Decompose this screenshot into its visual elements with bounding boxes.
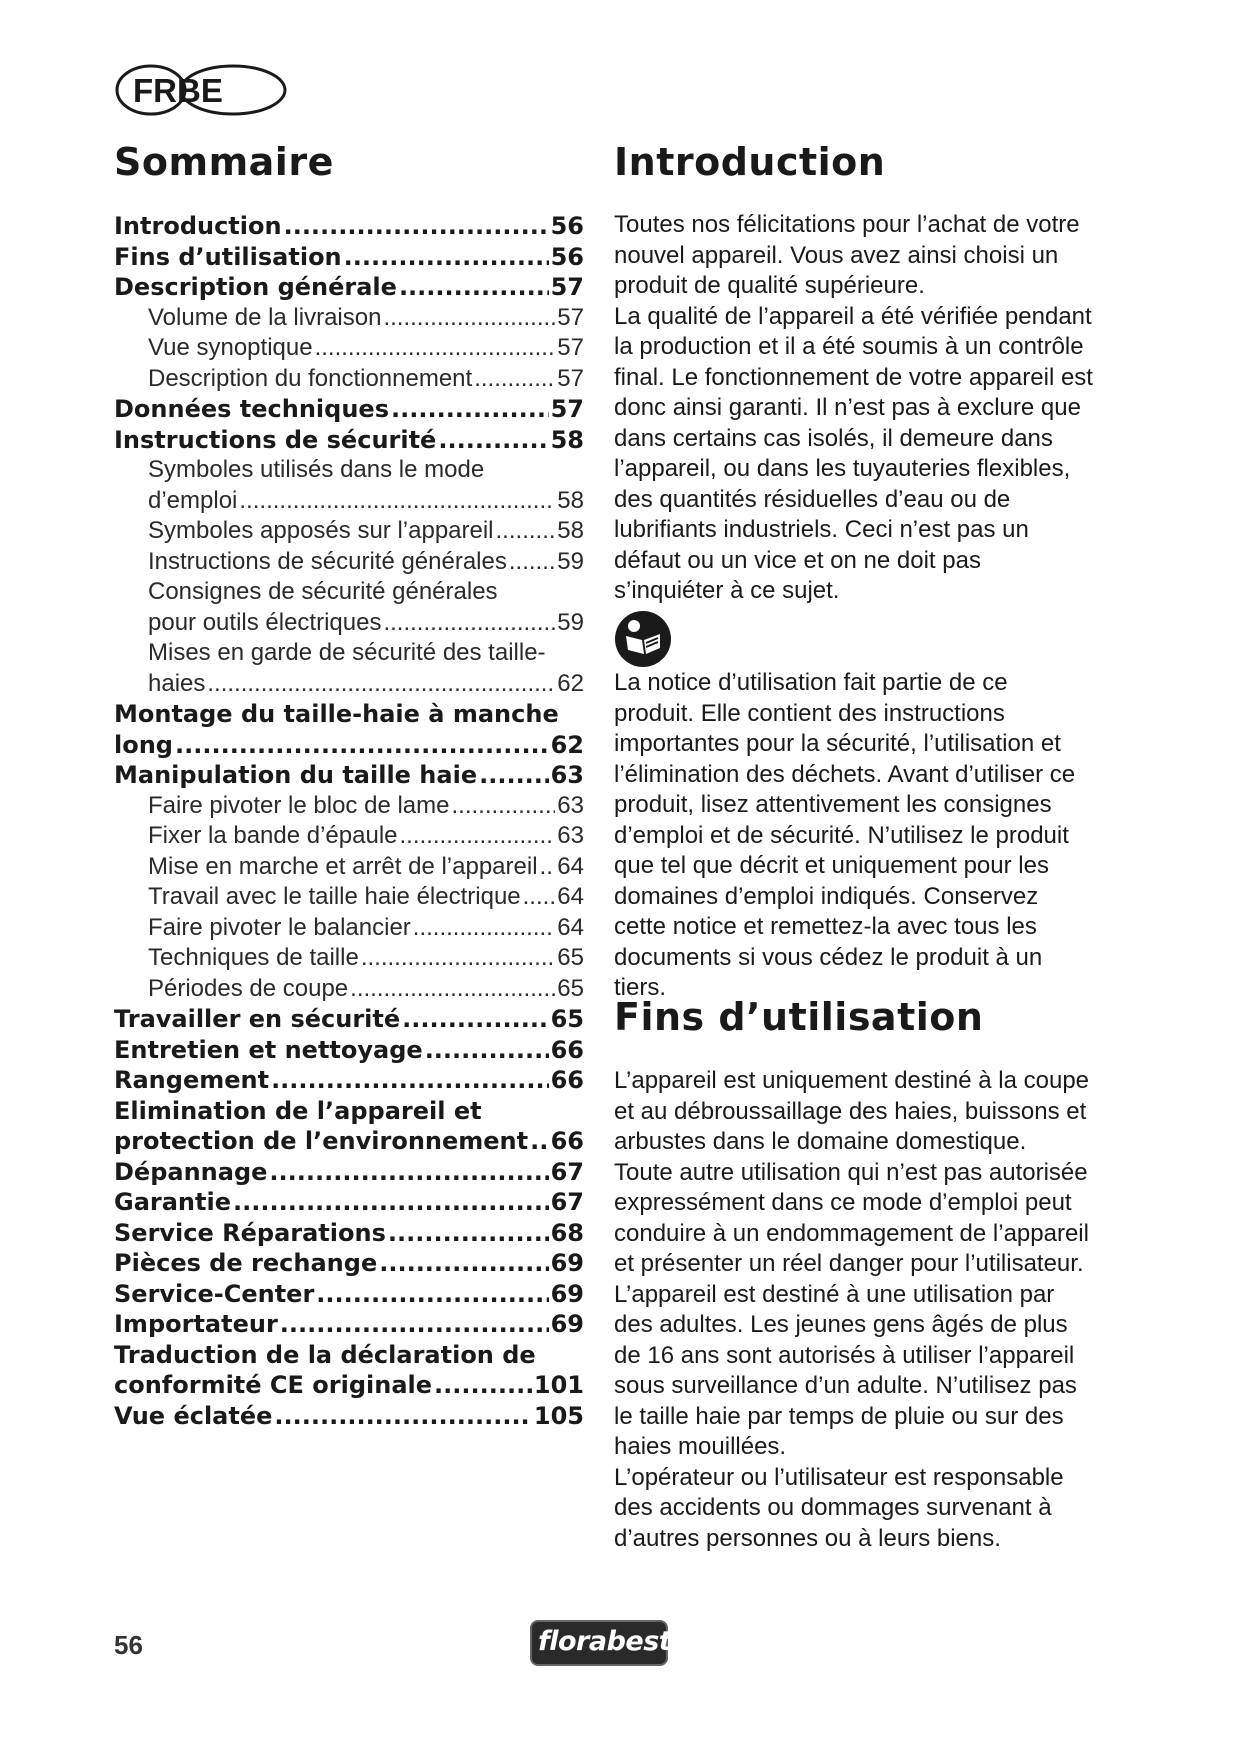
toc-entry bbox=[114, 1036, 584, 1067]
toc-entry-label: Entretien et nettoyage bbox=[114, 1035, 423, 1064]
toc-leader-dots bbox=[438, 426, 548, 454]
toc-entry bbox=[114, 1188, 584, 1219]
toc-entry bbox=[114, 304, 584, 335]
fins-paragraph: L’appareil est uniquement destiné à la coupe et au débroussaillage des haies, buissons et arbustes dans le domaine domestique. bbox=[614, 1067, 1090, 1155]
toc-entry bbox=[114, 853, 584, 884]
toc-entry-page: 66 bbox=[550, 1066, 584, 1094]
toc-leader-dots bbox=[425, 1036, 549, 1064]
toc-entry bbox=[114, 273, 584, 304]
toc-entry-page: 63 bbox=[557, 822, 584, 849]
toc-entry-label: Volume de la livraison bbox=[148, 303, 382, 331]
toc-entry bbox=[114, 670, 584, 701]
toc-entry bbox=[114, 1066, 584, 1097]
toc-leader-dots bbox=[399, 273, 549, 301]
toc-entry bbox=[114, 456, 584, 487]
toc-entry bbox=[114, 700, 584, 731]
toc-entry-page: 69 bbox=[550, 1279, 584, 1308]
toc-entry-page: 57 bbox=[550, 273, 584, 301]
toc-entry bbox=[114, 517, 584, 548]
toc-entry bbox=[114, 761, 584, 792]
toc-entry bbox=[114, 1005, 584, 1036]
toc-leader-dots bbox=[271, 1066, 549, 1094]
toc-entry-page: 69 bbox=[550, 1249, 584, 1277]
toc-entry bbox=[114, 731, 584, 762]
toc-entry-page: 64 bbox=[557, 852, 584, 880]
logo-text: florabest bbox=[538, 1626, 672, 1657]
toc-entry-label: Vue synoptique bbox=[148, 334, 313, 361]
toc-entry bbox=[114, 1158, 584, 1189]
toc-entry-page: 56 bbox=[550, 212, 584, 240]
toc-entry-label: Consignes de sécurité générales bbox=[148, 578, 498, 605]
toc-entry bbox=[114, 944, 584, 975]
toc-entry-page: 58 bbox=[557, 517, 584, 544]
toc-entry-label: Travail avec le taille haie électrique bbox=[148, 883, 521, 910]
toc-entry-label: Données techniques bbox=[114, 395, 389, 423]
toc-entry bbox=[114, 639, 584, 670]
toc-leader-dots bbox=[474, 365, 555, 393]
toc-entry-label: Périodes de coupe bbox=[148, 974, 349, 1002]
toc-entry-label: Manipulation du taille haie bbox=[114, 761, 478, 789]
toc-entry-page: 101 bbox=[533, 1371, 584, 1399]
toc-leader-dots bbox=[523, 883, 556, 911]
toc-entry-label: long bbox=[114, 730, 173, 759]
toc-entry-page: 67 bbox=[550, 1188, 584, 1216]
toc-entry-label: Symboles utilisés dans le mode bbox=[148, 456, 485, 483]
toc-leader-dots bbox=[284, 212, 549, 240]
toc-entry-page: 58 bbox=[557, 486, 584, 514]
toc-entry bbox=[114, 1127, 584, 1158]
toc-leader-dots bbox=[451, 792, 555, 820]
toc-entry-label: Mises en garde de sécurité des taille- bbox=[148, 639, 546, 666]
toc-entry-page: 62 bbox=[557, 669, 584, 697]
toc-entry-label: Travailler en sécurité bbox=[114, 1005, 401, 1033]
toc-leader-dots bbox=[379, 1249, 548, 1277]
toc-leader-dots bbox=[434, 1371, 532, 1399]
toc-entry bbox=[114, 1249, 584, 1280]
language-code: FRBE bbox=[133, 72, 223, 109]
toc-entry-page: 65 bbox=[557, 944, 584, 971]
intended-use-body bbox=[614, 1066, 1094, 1554]
toc-entry-page: 63 bbox=[550, 761, 584, 789]
language-badge bbox=[113, 62, 289, 118]
toc-entry-label: Importateur bbox=[114, 1310, 278, 1338]
brand-logo bbox=[530, 1612, 672, 1666]
toc-leader-dots bbox=[269, 1158, 548, 1186]
toc-entry-page: 69 bbox=[550, 1310, 584, 1338]
toc-entry-label: Description générale bbox=[114, 273, 397, 301]
toc-leader-dots bbox=[391, 395, 549, 423]
introduction-body bbox=[614, 210, 1094, 607]
toc-leader-dots bbox=[239, 487, 555, 515]
table-of-contents bbox=[114, 212, 584, 1432]
toc-leader-dots bbox=[540, 853, 556, 881]
toc-entry-label: Introduction bbox=[114, 212, 282, 240]
toc-entry-page: 59 bbox=[557, 608, 584, 636]
read-manual-icon bbox=[614, 610, 672, 668]
toc-entry-label: Faire pivoter le balancier bbox=[148, 913, 411, 941]
toc-entry-label: Faire pivoter le bloc de lame bbox=[148, 791, 450, 819]
toc-leader-dots bbox=[315, 334, 556, 362]
toc-entry-label: Elimination de l’appareil et bbox=[114, 1096, 482, 1125]
toc-leader-dots bbox=[388, 1219, 549, 1247]
toc-entry bbox=[114, 548, 584, 579]
toc-entry-label: d’emploi bbox=[148, 486, 238, 514]
toc-entry bbox=[114, 1341, 584, 1372]
toc-entry-page: 57 bbox=[557, 364, 584, 392]
toc-entry-page: 105 bbox=[533, 1401, 584, 1430]
toc-entry-label: haies bbox=[148, 669, 206, 697]
toc-entry bbox=[114, 1310, 584, 1341]
toc-entry bbox=[114, 395, 584, 426]
toc-entry-label: conformité CE originale bbox=[114, 1371, 433, 1399]
toc-entry-page: 63 bbox=[557, 791, 584, 819]
toc-entry-label: Instructions de sécurité générales bbox=[148, 547, 507, 575]
toc-entry-label: Service-Center bbox=[114, 1279, 315, 1308]
introduction-heading: Introduction bbox=[614, 140, 886, 184]
toc-entry-page: 66 bbox=[550, 1035, 584, 1064]
toc-leader-dots bbox=[316, 1280, 548, 1308]
toc-leader-dots bbox=[233, 1188, 549, 1216]
toc-entry-label: Mise en marche et arrêt de l’appareil bbox=[148, 852, 538, 880]
toc-entry bbox=[114, 1097, 584, 1128]
toc-entry bbox=[114, 1219, 584, 1250]
toc-entry bbox=[114, 1280, 584, 1311]
toc-entry bbox=[114, 487, 584, 518]
toc-entry bbox=[114, 578, 584, 609]
toc-entry bbox=[114, 1371, 584, 1402]
toc-leader-dots bbox=[361, 944, 555, 972]
toc-entry bbox=[114, 365, 584, 396]
toc-entry-page: 66 bbox=[550, 1127, 584, 1155]
toc-entry-label: Garantie bbox=[114, 1188, 231, 1216]
intended-use-heading: Fins d’utilisation bbox=[614, 995, 984, 1039]
toc-entry bbox=[114, 914, 584, 945]
toc-entry-page: 57 bbox=[557, 334, 584, 361]
toc-entry bbox=[114, 609, 584, 640]
page-number: 56 bbox=[114, 1630, 143, 1660]
toc-leader-dots bbox=[479, 761, 549, 789]
toc-leader-dots bbox=[383, 304, 555, 332]
toc-entry bbox=[114, 822, 584, 853]
toc-entry-page: 57 bbox=[557, 303, 584, 331]
toc-entry-page: 68 bbox=[550, 1218, 584, 1247]
toc-leader-dots bbox=[175, 731, 549, 759]
toc-entry bbox=[114, 792, 584, 823]
intro-paragraph: La qualité de l’appareil a été vérifiée pendant la production et il a été soumis à un contrôle final. Le fonctionnement de votre appareil est donc ainsi garanti. Il n’est pas à exclure que dans certains cas isolés, il demeure dans l’appareil, ou dans les tuyauteries flexibles, des quantités résiduelles d’eau ou de lubrifiants industriels. Ceci n’est pas un défaut ou un vice et on ne doit pas s’inquiéter à ce sujet. bbox=[614, 302, 1093, 604]
toc-entry-label: Rangement bbox=[114, 1066, 270, 1094]
toc-entry-label: Dépannage bbox=[114, 1157, 268, 1186]
toc-entry-page: 59 bbox=[557, 547, 584, 575]
toc-entry-page: 56 bbox=[550, 242, 584, 271]
toc-entry-label: Pièces de rechange bbox=[114, 1249, 378, 1277]
intro-paragraph: Toutes nos félicitations pour l’achat de votre nouvel appareil. Vous avez ainsi choisi un produit de qualité supérieure. bbox=[614, 211, 1080, 299]
toc-leader-dots bbox=[413, 914, 556, 942]
toc-leader-dots bbox=[344, 243, 549, 271]
toc-entry bbox=[114, 1402, 584, 1433]
toc-leader-dots bbox=[530, 1127, 548, 1155]
toc-leader-dots bbox=[280, 1310, 549, 1338]
toc-leader-dots bbox=[400, 822, 556, 850]
toc-title: Sommaire bbox=[114, 140, 334, 184]
toc-entry-label: Traduction de la déclaration de bbox=[114, 1340, 536, 1369]
toc-leader-dots bbox=[274, 1402, 532, 1430]
toc-entry-label: Techniques de taille bbox=[148, 944, 359, 971]
toc-entry-label: Montage du taille-haie à manche bbox=[114, 700, 559, 728]
toc-entry bbox=[114, 426, 584, 457]
toc-entry-label: Vue éclatée bbox=[114, 1401, 273, 1430]
toc-leader-dots bbox=[383, 609, 555, 637]
toc-entry bbox=[114, 883, 584, 914]
toc-leader-dots bbox=[207, 670, 555, 698]
toc-entry bbox=[114, 975, 584, 1006]
manual-notice bbox=[614, 668, 1094, 1004]
toc-entry-label: Fixer la bande d’épaule bbox=[148, 822, 398, 849]
toc-entry-label: Instructions de sécurité bbox=[114, 425, 437, 454]
toc-entry-page: 58 bbox=[550, 425, 584, 454]
toc-entry-page: 65 bbox=[557, 974, 584, 1002]
toc-entry bbox=[114, 334, 584, 365]
toc-entry-page: 57 bbox=[550, 395, 584, 423]
toc-leader-dots bbox=[350, 975, 555, 1003]
fins-paragraph: L’opérateur ou l’utilisateur est responsable des accidents ou dommages survenant à d’autres personnes ou à leurs biens. bbox=[614, 1463, 1064, 1552]
toc-leader-dots bbox=[509, 548, 555, 576]
toc-entry-page: 65 bbox=[550, 1005, 584, 1033]
toc-leader-dots bbox=[496, 517, 556, 545]
toc-leader-dots bbox=[402, 1005, 548, 1033]
toc-entry-label: protection de l’environnement bbox=[114, 1127, 529, 1155]
toc-entry bbox=[114, 243, 584, 274]
toc-entry-label: pour outils électriques bbox=[148, 608, 382, 636]
toc-entry bbox=[114, 212, 584, 243]
toc-entry-page: 62 bbox=[550, 730, 584, 759]
toc-entry-label: Service Réparations bbox=[114, 1218, 386, 1247]
toc-entry-label: Symboles apposés sur l’appareil bbox=[148, 517, 494, 544]
toc-entry-page: 64 bbox=[557, 883, 584, 910]
toc-entry-page: 64 bbox=[557, 913, 584, 941]
manual-paragraph: La notice d’utilisation fait partie de ce produit. Elle contient des instructions importantes pour la sécurité, l’utilisation et l’élimination des déchets. Avant d’utiliser ce produit, lisez attentivement les consignes d’emploi et de sécurité. N’utilisez le produit que tel que décrit et uniquement pour les domaines d’emploi indiqués. Conservez cette notice et remettez-la avec tous les documents si vous cédez le produit à un tiers. bbox=[614, 669, 1076, 1001]
toc-entry-label: Fins d’utilisation bbox=[114, 242, 342, 271]
fins-paragraph: Toute autre utilisation qui n’est pas autorisée expressément dans ce mode d’emploi peut conduire à un endommagement de l’appareil et présenter un réel danger pour l’utilisateur. bbox=[614, 1158, 1089, 1277]
toc-entry-page: 67 bbox=[550, 1157, 584, 1186]
fins-paragraph: L’appareil est destiné à une utilisation par des adultes. Les jeunes gens âgés de plus de 16 ans sont autorisés à utiliser l’appareil sous surveillance d’un adulte. N’utilisez pas le taille haie par temps de pluie ou sur des haies mouillées. bbox=[614, 1280, 1077, 1460]
toc-entry-label: Description du fonctionnement bbox=[148, 364, 473, 392]
